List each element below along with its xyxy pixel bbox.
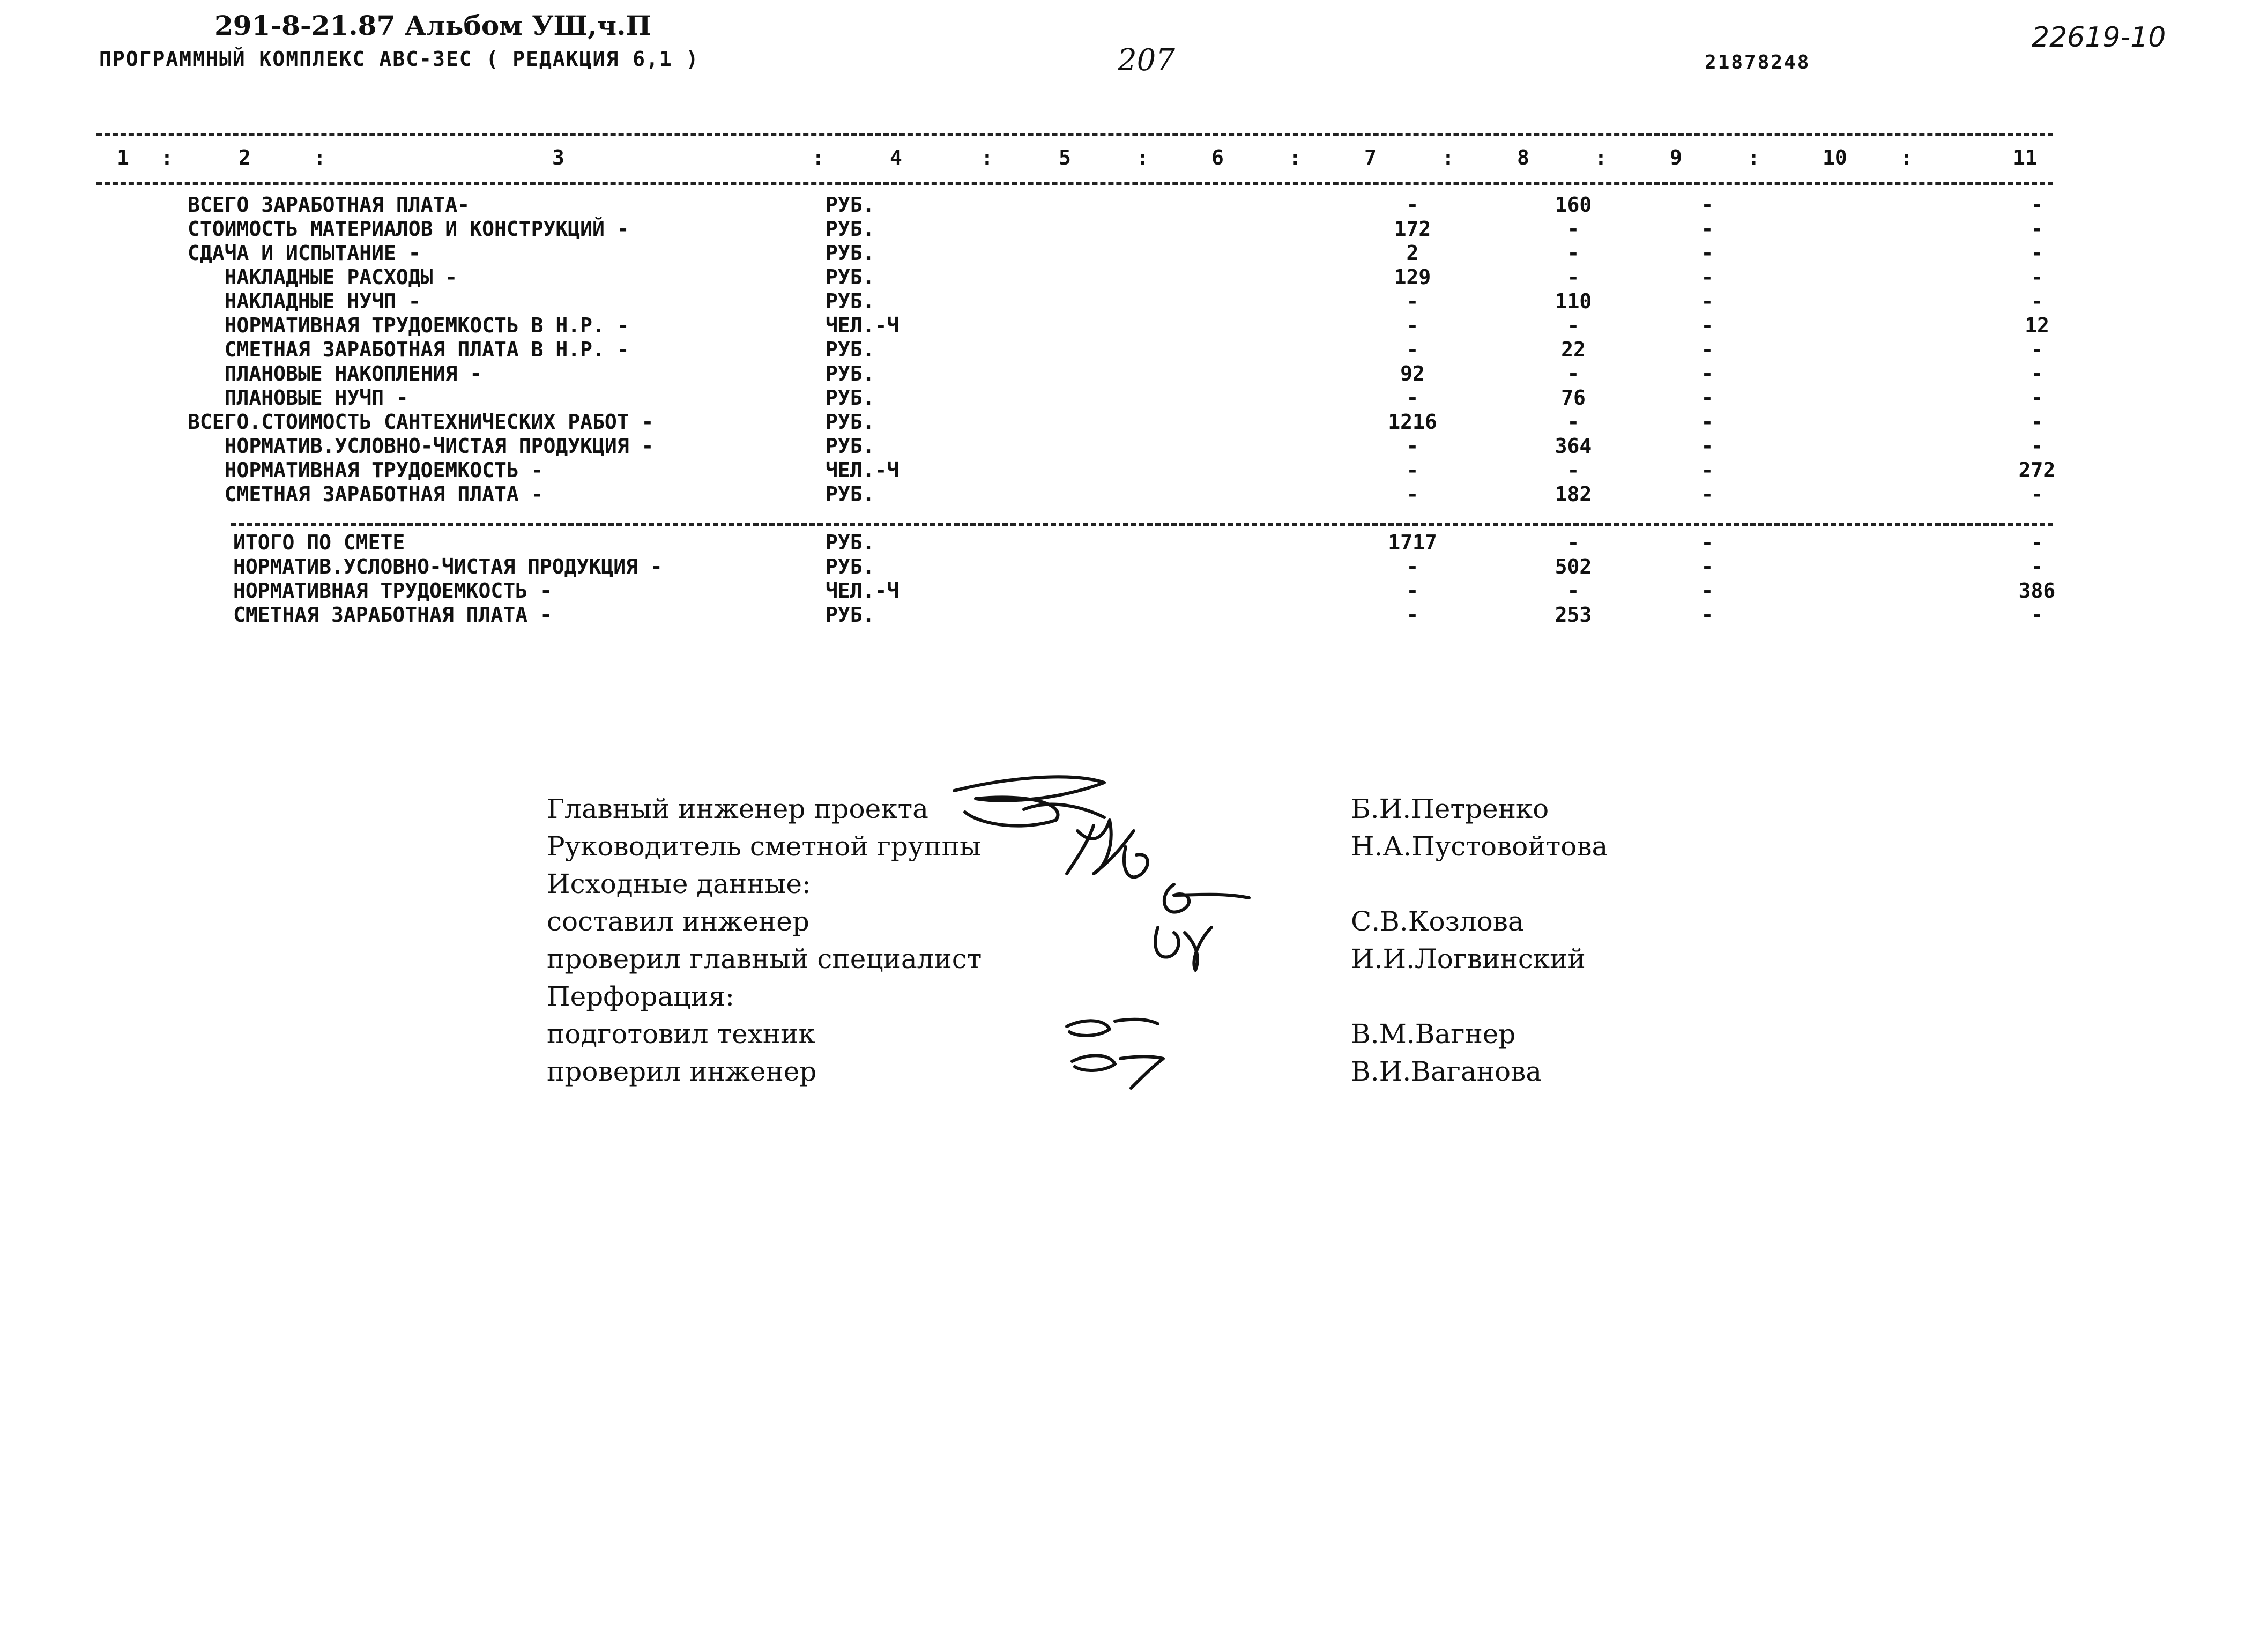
row-unit: РУБ. bbox=[826, 338, 875, 361]
cell-col-9: - bbox=[1701, 217, 1714, 241]
signature-role: составил инженер bbox=[547, 906, 809, 937]
column-number: 4 bbox=[890, 146, 902, 169]
row-unit: ЧЕЛ.-Ч bbox=[826, 458, 899, 482]
row-label: НОРМАТИВНАЯ ТРУДОЕМКОСТЬ - bbox=[188, 458, 544, 482]
cell-col-8: - bbox=[1567, 410, 1580, 434]
table-row bbox=[0, 362, 2260, 386]
totals-row bbox=[0, 531, 2260, 555]
cell-col-11: - bbox=[2031, 338, 2043, 361]
cell-col-8: 364 bbox=[1555, 434, 1592, 458]
cell-col-11: 272 bbox=[2018, 458, 2056, 482]
cell-col-9: - bbox=[1701, 434, 1714, 458]
totals-separator-rule bbox=[231, 523, 2053, 526]
page-number: 207 bbox=[1118, 43, 1175, 78]
table-top-rule bbox=[96, 133, 2053, 136]
cell-col-7: 1216 bbox=[1388, 410, 1437, 434]
row-unit: РУБ. bbox=[826, 531, 875, 554]
table-row bbox=[0, 410, 2260, 434]
cell-col-7: - bbox=[1406, 458, 1419, 482]
column-number: 7 bbox=[1364, 146, 1377, 169]
row-unit: РУБ. bbox=[826, 434, 875, 458]
row-unit: РУБ. bbox=[826, 289, 875, 313]
cell-col-8: 22 bbox=[1561, 338, 1586, 361]
cell-col-7: - bbox=[1406, 603, 1419, 627]
row-unit: ЧЕЛ.-Ч bbox=[826, 579, 899, 602]
column-separator: : bbox=[1595, 146, 1607, 169]
row-label: СТОИМОСТЬ МАТЕРИАЛОВ И КОНСТРУКЦИЙ - bbox=[188, 217, 629, 241]
column-number: 6 bbox=[1211, 146, 1224, 169]
signature-role: Главный инженер проекта bbox=[547, 793, 928, 824]
column-separator: : bbox=[1748, 146, 1760, 169]
cell-col-8: 253 bbox=[1555, 603, 1592, 627]
row-unit: РУБ. bbox=[826, 217, 875, 241]
cell-col-9: - bbox=[1701, 482, 1714, 506]
cell-col-7: - bbox=[1406, 289, 1419, 313]
cell-col-9: - bbox=[1701, 265, 1714, 289]
row-label: НОРМАТИВ.УСЛОВНО-ЧИСТАЯ ПРОДУКЦИЯ - bbox=[233, 555, 663, 578]
column-separator: : bbox=[1442, 146, 1454, 169]
row-unit: РУБ. bbox=[826, 482, 875, 506]
cell-col-11: 12 bbox=[2025, 314, 2049, 337]
row-label: ВСЕГО.СТОИМОСТЬ САНТЕХНИЧЕСКИХ РАБОТ - bbox=[188, 410, 654, 434]
cell-col-9: - bbox=[1701, 362, 1714, 385]
cell-col-8: 160 bbox=[1555, 193, 1592, 217]
table-row bbox=[0, 241, 2260, 265]
cell-col-9: - bbox=[1701, 241, 1714, 265]
row-label: СМЕТНАЯ ЗАРАБОТНАЯ ПЛАТА - bbox=[233, 603, 552, 627]
cell-col-11: - bbox=[2031, 362, 2043, 385]
cell-col-11: - bbox=[2031, 482, 2043, 506]
cell-col-11: - bbox=[2031, 241, 2043, 265]
column-separator: : bbox=[1136, 146, 1149, 169]
column-number: 9 bbox=[1670, 146, 1682, 169]
column-number: 1 bbox=[117, 146, 129, 169]
cell-col-9: - bbox=[1701, 458, 1714, 482]
column-number: 8 bbox=[1517, 146, 1529, 169]
archive-stamp: 22619-10 bbox=[2032, 21, 2166, 54]
cell-col-8: - bbox=[1567, 265, 1580, 289]
column-separator: : bbox=[1900, 146, 1913, 169]
column-number: 10 bbox=[1823, 146, 1847, 169]
cell-col-11: - bbox=[2031, 289, 2043, 313]
cell-col-11: - bbox=[2031, 217, 2043, 241]
cell-col-8: - bbox=[1567, 362, 1580, 385]
signature-role: Исходные данные: bbox=[547, 868, 811, 899]
row-label: ПЛАНОВЫЕ НАКОПЛЕНИЯ - bbox=[188, 362, 482, 385]
totals-row bbox=[0, 579, 2260, 603]
cell-col-7: - bbox=[1406, 482, 1419, 506]
table-row bbox=[0, 434, 2260, 458]
cell-col-9: - bbox=[1701, 289, 1714, 313]
table-row bbox=[0, 458, 2260, 482]
row-unit: РУБ. bbox=[826, 603, 875, 627]
signature-name: В.М.Вагнер bbox=[1351, 1018, 1516, 1050]
cell-col-8: - bbox=[1567, 579, 1580, 602]
totals-row bbox=[0, 555, 2260, 579]
cell-col-7: 129 bbox=[1394, 265, 1431, 289]
column-separator: : bbox=[314, 146, 326, 169]
cell-col-9: - bbox=[1701, 579, 1714, 602]
table-row bbox=[0, 482, 2260, 507]
cell-col-7: - bbox=[1406, 338, 1419, 361]
row-unit: РУБ. bbox=[826, 193, 875, 217]
row-unit: РУБ. bbox=[826, 362, 875, 385]
row-label: ПЛАНОВЫЕ НУЧП - bbox=[188, 386, 408, 410]
cell-col-11: - bbox=[2031, 603, 2043, 627]
row-label: СМЕТНАЯ ЗАРАБОТНАЯ ПЛАТА В Н.Р. - bbox=[188, 338, 629, 361]
cell-col-8: 110 bbox=[1555, 289, 1592, 313]
cell-col-9: - bbox=[1701, 193, 1714, 217]
cell-col-7: 172 bbox=[1394, 217, 1431, 241]
signature-role: Руководитель сметной группы bbox=[547, 831, 981, 862]
row-label: НАКЛАДНЫЕ НУЧП - bbox=[188, 289, 421, 313]
cell-col-9: - bbox=[1701, 531, 1714, 554]
column-number: 2 bbox=[239, 146, 251, 169]
handwritten-signatures bbox=[943, 767, 1297, 1120]
cell-col-8: 76 bbox=[1561, 386, 1586, 410]
cell-col-9: - bbox=[1701, 386, 1714, 410]
signature-role: подготовил техник bbox=[547, 1018, 815, 1050]
cell-col-11: - bbox=[2031, 265, 2043, 289]
cell-col-8: - bbox=[1567, 241, 1580, 265]
column-separator: : bbox=[812, 146, 824, 169]
cell-col-11: 386 bbox=[2018, 579, 2056, 602]
cell-col-7: - bbox=[1406, 193, 1419, 217]
cell-col-8: - bbox=[1567, 217, 1580, 241]
cell-col-11: - bbox=[2031, 386, 2043, 410]
cell-col-7: - bbox=[1406, 555, 1419, 578]
table-row bbox=[0, 265, 2260, 289]
document-code: 21878248 bbox=[1705, 51, 1811, 73]
signature-name: С.В.Козлова bbox=[1351, 906, 1524, 937]
cell-col-11: - bbox=[2031, 531, 2043, 554]
cell-col-9: - bbox=[1701, 338, 1714, 361]
cell-col-7: - bbox=[1406, 314, 1419, 337]
cell-col-7: 1717 bbox=[1388, 531, 1437, 554]
album-title: 291-8-21.87 Альбом УШ,ч.П bbox=[214, 10, 651, 41]
cell-col-11: - bbox=[2031, 193, 2043, 217]
signature-name: В.И.Ваганова bbox=[1351, 1056, 1542, 1087]
program-title: ПРОГРАММНЫЙ КОМПЛЕКС АВС-3ЕС ( РЕДАКЦИЯ 6,1 ) bbox=[99, 47, 700, 71]
column-separator: : bbox=[161, 146, 173, 169]
cell-col-8: - bbox=[1567, 458, 1580, 482]
cell-col-8: 502 bbox=[1555, 555, 1592, 578]
row-label: НОРМАТИВНАЯ ТРУДОЕМКОСТЬ - bbox=[233, 579, 552, 602]
column-separator: : bbox=[1289, 146, 1302, 169]
row-label: СМЕТНАЯ ЗАРАБОТНАЯ ПЛАТА - bbox=[188, 482, 544, 506]
row-label: СДАЧА И ИСПЫТАНИЕ - bbox=[188, 241, 421, 265]
row-label: НОРМАТИВ.УСЛОВНО-ЧИСТАЯ ПРОДУКЦИЯ - bbox=[188, 434, 654, 458]
signature-name: И.И.Логвинский bbox=[1351, 943, 1586, 974]
cell-col-9: - bbox=[1701, 603, 1714, 627]
row-unit: РУБ. bbox=[826, 241, 875, 265]
row-unit: РУБ. bbox=[826, 555, 875, 578]
cell-col-9: - bbox=[1701, 410, 1714, 434]
cell-col-8: - bbox=[1567, 314, 1580, 337]
table-row bbox=[0, 217, 2260, 241]
row-label: ВСЕГО ЗАРАБОТНАЯ ПЛАТА- bbox=[188, 193, 470, 217]
totals-row bbox=[0, 603, 2260, 627]
signature-name: Н.А.Пустовойтова bbox=[1351, 831, 1608, 862]
row-unit: ЧЕЛ.-Ч bbox=[826, 314, 899, 337]
signature-name: Б.И.Петренко bbox=[1351, 793, 1549, 824]
row-unit: РУБ. bbox=[826, 386, 875, 410]
column-separator: : bbox=[981, 146, 993, 169]
table-row bbox=[0, 289, 2260, 314]
row-label: НАКЛАДНЫЕ РАСХОДЫ - bbox=[188, 265, 458, 289]
column-number: 5 bbox=[1059, 146, 1071, 169]
table-row bbox=[0, 338, 2260, 362]
column-number: 11 bbox=[2013, 146, 2038, 169]
row-unit: РУБ. bbox=[826, 410, 875, 434]
cell-col-11: - bbox=[2031, 410, 2043, 434]
row-label: НОРМАТИВНАЯ ТРУДОЕМКОСТЬ В Н.Р. - bbox=[188, 314, 629, 337]
cell-col-8: 182 bbox=[1555, 482, 1592, 506]
cell-col-7: - bbox=[1406, 386, 1419, 410]
cell-col-8: - bbox=[1567, 531, 1580, 554]
signature-role: Перфорация: bbox=[547, 981, 735, 1012]
cell-col-7: - bbox=[1406, 579, 1419, 602]
cell-col-7: 92 bbox=[1400, 362, 1425, 385]
table-row bbox=[0, 193, 2260, 217]
signature-role: проверил инженер bbox=[547, 1056, 817, 1087]
table-row bbox=[0, 314, 2260, 338]
cell-col-9: - bbox=[1701, 314, 1714, 337]
cell-col-7: - bbox=[1406, 434, 1419, 458]
table-header-rule bbox=[96, 182, 2053, 185]
cell-col-9: - bbox=[1701, 555, 1714, 578]
row-unit: РУБ. bbox=[826, 265, 875, 289]
table-row bbox=[0, 386, 2260, 410]
cell-col-11: - bbox=[2031, 434, 2043, 458]
cell-col-11: - bbox=[2031, 555, 2043, 578]
row-label: ИТОГО ПО СМЕТЕ bbox=[233, 531, 405, 554]
column-number: 3 bbox=[552, 146, 564, 169]
signature-role: проверил главный специалист bbox=[547, 943, 982, 974]
cell-col-7: 2 bbox=[1406, 241, 1419, 265]
